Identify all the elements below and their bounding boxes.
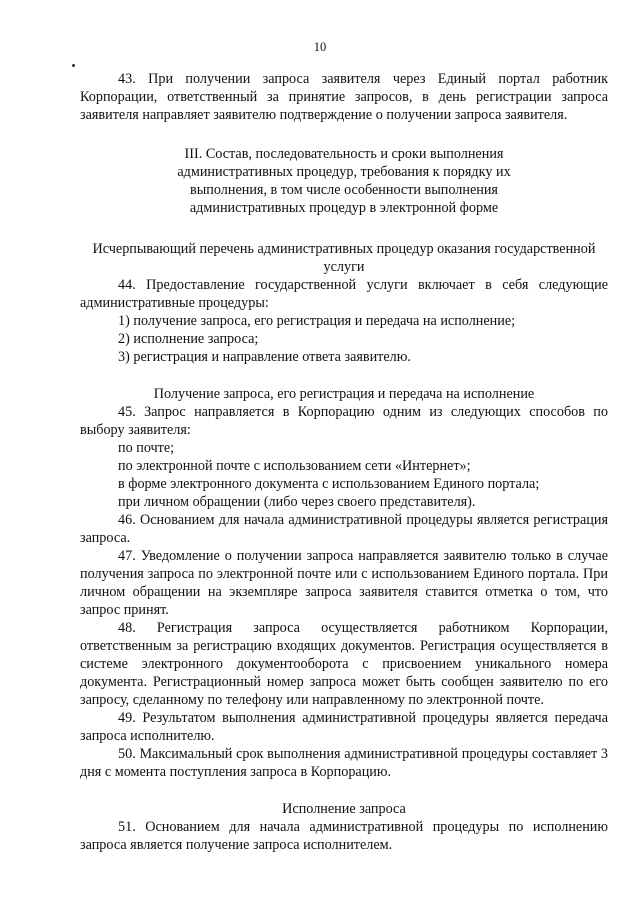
list-item-electronic: в форме электронного документа с использованием Единого портала; (118, 476, 540, 492)
page-number: 10 (313, 40, 327, 54)
document-body (80, 70, 608, 854)
paragraph-47: 47. Уведомление о получении запроса направляется заявителю только в случае получения запроса по электронной почте или с использованием Единого портала. При личном обращении на экземпляре запроса заявителя ставится отметка о том, что запрос принят. (80, 548, 608, 618)
list-item-2: 2) исполнение запроса; (118, 331, 259, 347)
section-title-iii: III. Состав, последовательность и сроки выполнения административных процедур, требования к порядку их выполнения, в том числе особенности выполнения административных процедур в электронной форме (177, 146, 511, 216)
paragraph-49: 49. Результатом выполнения административной процедуры является передача запроса исполнителю. (80, 710, 608, 744)
list-item-personal: при личном обращении (либо через своего представителя). (118, 494, 476, 510)
list-item-3: 3) регистрация и направление ответа заявителю. (118, 349, 411, 365)
paragraph-50: 50. Максимальный срок выполнения административной процедуры составляет 3 дня с момента поступления запроса в Корпорацию. (80, 746, 608, 780)
subheading-receipt: Получение запроса, его регистрация и передача на исполнение (153, 386, 535, 402)
scan-speck (72, 64, 75, 67)
paragraph-48: 48. Регистрация запроса осуществляется работником Корпорации, ответственным за регистрацию входящих документов. Регистрация осуществляется в системе электронного документооборота с присвоением уникального номера документа. Регистрационный номер запроса может быть сообщен заявителю по его запросу, сделанному по телефону или направленному по электронной почте. (80, 620, 608, 708)
paragraph-51: 51. Основанием для начала административной процедуры по исполнению запроса является получение запроса исполнителем. (80, 819, 608, 853)
subheading-execution: Исполнение запроса (282, 801, 406, 817)
paragraph-44: 44. Предоставление государственной услуги включает в себя следующие административные процедуры: (80, 277, 608, 311)
paragraph-45: 45. Запрос направляется в Корпорацию одним из следующих способов по выбору заявителя: (80, 404, 608, 438)
subheading-procedures-list: Исчерпывающий перечень административных процедур оказания государственной услуги (92, 241, 596, 275)
spacer (80, 781, 608, 800)
paragraph-46: 46. Основанием для начала административной процедуры является регистрация запроса. (80, 512, 608, 546)
paragraph-43: 43. При получении запроса заявителя через Единый портал работник Корпорации, ответственный за принятие запросов, в день регистрации запроса заявителя направляет заявителю подтверждение о получении запроса заявителя. (80, 71, 608, 123)
list-item-1: 1) получение запроса, его регистрация и передача на исполнение; (118, 313, 516, 329)
spacer (80, 366, 608, 385)
list-item-mail: по почте; (118, 440, 175, 456)
list-item-email: по электронной почте с использованием сети «Интернет»; (118, 458, 471, 474)
